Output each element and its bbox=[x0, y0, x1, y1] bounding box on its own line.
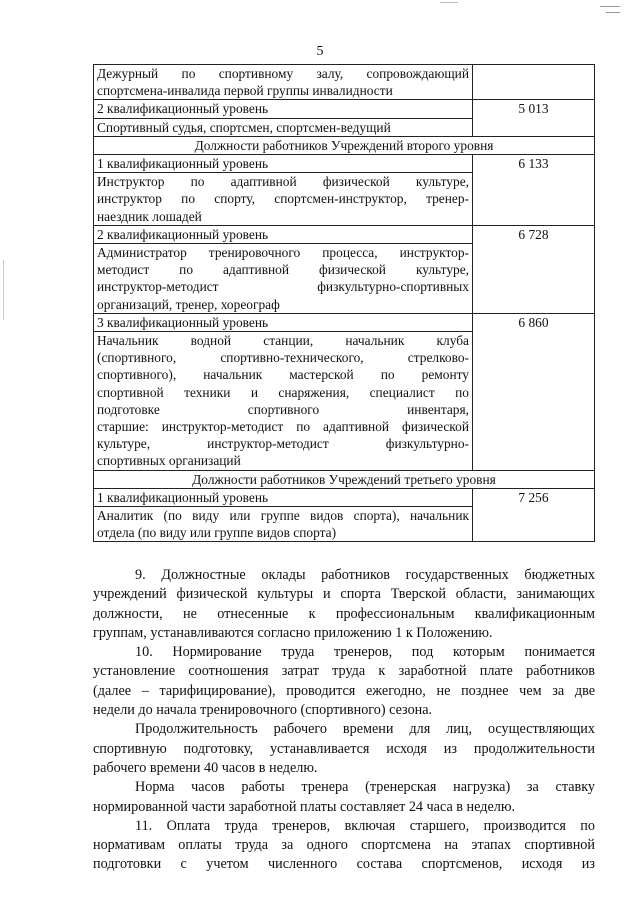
position-titles bbox=[94, 65, 473, 100]
position-line: Начальник водной станции, начальник клуба bbox=[97, 333, 469, 349]
position-line: Дежурный по спортивному залу, сопровождающий bbox=[97, 66, 469, 81]
paragraph-line: группам, устанавливаются согласно приложению 1 к Положению. bbox=[93, 624, 493, 641]
position-line: наездник лошадей bbox=[97, 208, 202, 224]
position-line: старшие: инструктор-методист по адаптивной физической bbox=[97, 419, 469, 435]
paragraph-line: 9. Должностные оклады работников государственных бюджетных bbox=[135, 567, 595, 583]
scan-artifact bbox=[3, 260, 4, 320]
salary-value bbox=[473, 65, 595, 100]
paragraph bbox=[93, 566, 595, 643]
table-row bbox=[94, 488, 595, 506]
salary-value: 6 860 bbox=[473, 313, 595, 470]
position-line: подготовке спортивного инвентаря, bbox=[97, 401, 469, 417]
scan-artifact bbox=[440, 2, 458, 3]
paragraph-line: Норма часов работы тренера (тренерская нагрузка) за ставку bbox=[135, 779, 595, 796]
qualification-level: 3 квалификационный уровень bbox=[94, 313, 473, 331]
position-line: спортивной техники и снаряжения, специалист по bbox=[97, 384, 469, 400]
position-line: (спортивного, спортивно-технического, стрелково- bbox=[97, 350, 469, 366]
table-row bbox=[94, 155, 595, 173]
position-line: Инструктор по адаптивной физической культуре, bbox=[97, 174, 469, 190]
qualification-level: 2 квалификационный уровень bbox=[94, 225, 473, 243]
position-titles bbox=[94, 244, 473, 314]
position-titles bbox=[94, 507, 473, 542]
salary-value: 6 728 bbox=[473, 225, 595, 313]
position-titles bbox=[94, 118, 473, 136]
position-line: Спортивный судья, спортсмен, спортсмен-ведущий bbox=[97, 119, 391, 135]
paragraph-line: должности, не отнесенные к профессиональным квалификационным bbox=[93, 605, 595, 622]
page-number: 5 bbox=[316, 44, 324, 59]
paragraph-line: рабочего времени 40 часов в неделю. bbox=[93, 759, 318, 776]
paragraph-line: недели до начала тренировочного (спортивного) сезона. bbox=[93, 702, 433, 719]
position-line: спортивных организаций bbox=[97, 453, 241, 469]
paragraph-line: нормированной части заработной платы составляет 24 часа в неделю. bbox=[93, 798, 515, 815]
position-line: методист по адаптивной физической культуре, bbox=[97, 262, 469, 278]
position-line: Аналитик (по виду или группе видов спорта), начальник bbox=[97, 508, 469, 524]
position-line: отдела (по виду или группе видов спорта) bbox=[97, 525, 337, 541]
qualification-level: 2 квалификационный уровень bbox=[94, 100, 473, 118]
paragraph bbox=[93, 643, 595, 720]
paragraph-line: учреждений физической культуры и спорта Тверской области, занимающих bbox=[93, 586, 595, 603]
position-line: Администратор тренировочного процесса, инструктор- bbox=[97, 245, 469, 261]
table-row bbox=[94, 225, 595, 243]
table-row bbox=[94, 65, 595, 100]
salary-value: 7 256 bbox=[473, 488, 595, 542]
position-line: спортивного), начальник мастерской по ремонту bbox=[97, 367, 469, 383]
position-line: инструктор по спорту, спортсмен-инструктор, тренер- bbox=[97, 191, 469, 207]
position-line: культуре, инструктор-методист физкультурно- bbox=[97, 436, 469, 452]
position-line: организаций, тренер, хореограф bbox=[97, 296, 280, 312]
paragraph-line: спортивную подготовку, устанавливается исходя из продолжительности bbox=[93, 740, 595, 757]
qualification-level: 1 квалификационный уровень bbox=[94, 155, 473, 173]
scan-artifact bbox=[606, 12, 620, 13]
paragraph bbox=[93, 817, 595, 875]
paragraph-line: подготовки с учетом численного состава спортсменов, исходя из bbox=[93, 856, 595, 873]
paragraph bbox=[93, 778, 595, 817]
salary-value: 6 133 bbox=[473, 155, 595, 226]
paragraph-line: Продолжительность рабочего времени для лиц, осуществляющих bbox=[135, 721, 595, 738]
paragraph bbox=[93, 720, 595, 778]
paragraph-line: установление соотношения затрат труда к заработной плате работников bbox=[93, 663, 595, 680]
paragraph-line: (далее – тарифицирование), проводится ежегодно, не позднее чем за две bbox=[93, 682, 595, 699]
position-titles bbox=[94, 173, 473, 226]
position-titles bbox=[94, 332, 473, 471]
positions-salary-table bbox=[93, 64, 595, 542]
position-line: спортсмена-инвалида первой группы инвалидности bbox=[97, 83, 393, 99]
position-line: инструктор-методист физкультурно-спортивных bbox=[97, 279, 469, 295]
section-heading: Должности работников Учреждений второго уровня bbox=[94, 136, 595, 154]
table-section-row bbox=[94, 470, 595, 488]
table-section-row bbox=[94, 136, 595, 154]
qualification-level: 1 квалификационный уровень bbox=[94, 488, 473, 506]
document-body bbox=[93, 566, 595, 875]
table-row bbox=[94, 313, 595, 331]
section-heading: Должности работников Учреждений третьего уровня bbox=[94, 470, 595, 488]
scan-artifact bbox=[600, 6, 620, 7]
salary-value: 5 013 bbox=[473, 100, 595, 136]
paragraph-line: нормативам оплаты труда за одного спортсмена на этапах спортивной bbox=[93, 837, 595, 854]
paragraph-line: 11. Оплата труда тренеров, включая старшего, производится по bbox=[135, 817, 595, 834]
table-row bbox=[94, 100, 595, 118]
paragraph-line: 10. Нормирование труда тренеров, под которым понимается bbox=[135, 644, 595, 661]
